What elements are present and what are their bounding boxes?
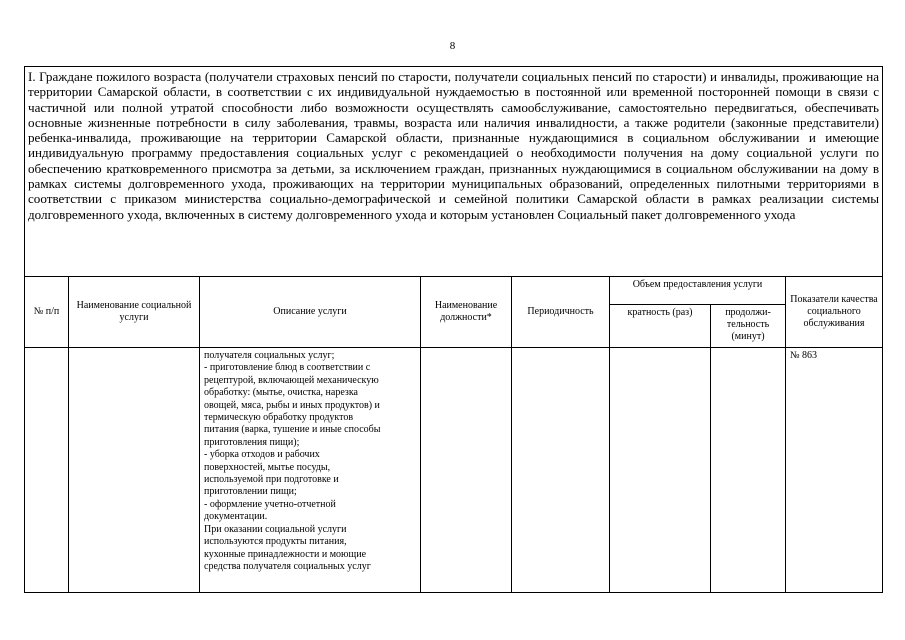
col-header-quality: Показатели качества социального обслуживания	[786, 277, 883, 348]
cell-service-name	[69, 348, 200, 593]
description-line: получателя социальных услуг;	[204, 350, 335, 361]
cell-duration	[711, 348, 786, 593]
description-line: приготовлении пищи;	[204, 486, 297, 498]
description-line: документации.	[204, 511, 268, 523]
description-line: приготовления пищи);	[204, 436, 300, 448]
col-header-service-name: Наименование социальной услуги	[69, 277, 200, 348]
cell-frequency	[512, 348, 610, 593]
description-line: используемой при подготовке и	[204, 474, 339, 486]
col-header-frequency: Периодичность	[512, 277, 610, 348]
cell-multiplicity	[610, 348, 711, 593]
col-header-position: Наименование должности*	[421, 277, 512, 348]
description-line: обработку: (мытье, очистка, нарезка	[204, 387, 358, 399]
description-line: При оказании социальной услуги	[204, 523, 347, 535]
section-heading: I. Граждане пожилого возраста (получатели страховых пенсий по старости, получатели социальных пенсий по старости) и инвалиды, проживающие на территории Самарской области, в соответствии с их индивидуальной нуждаемостью в постоянной или временной посторонней помощи в связи с частичной или полной утратой способности либо возможности осуществлять самообслуживание, самостоятельно передвигаться, обеспечивать основные жизненные потребности в силу заболевания, травмы, возраста или наличия инвалидности, а также родители (законные представители) ребенка-инвалида, проживающие на территории Самарской области, признанные нуждающимися в социальном обслуживании и имеющие индивидуальную программу предоставления социальных услуг с рекомендацией о необходимости получения на дому социальной услуги по обеспечению кратковременного присмотра за детьми, за исключением граждан, признанных нуждающимися в социальном обслуживании на дому в рамках системы долговременного ухода, проживающих на территории муниципальных образований, определенных пилотными территориями в соответствии с приказом министерства социально-демографической и семейной политики Самарской области в рамках реализации системы долговременного ухода, включенных в систему долговременного ухода и которым установлен Социальный пакет долговременного ухода	[25, 67, 883, 277]
description-line: питания (варка, тушение и иные способы	[204, 424, 381, 436]
description-line: - оформление учетно-отчетной	[204, 498, 336, 510]
description-line: - приготовление блюд в соответствии с	[204, 362, 371, 374]
description-line: - уборка отходов и рабочих	[204, 449, 320, 461]
description-line: используются продукты питания,	[204, 536, 347, 548]
description-line: кухонные принадлежности и моющие	[204, 548, 367, 560]
col-header-multiplicity: кратность (раз)	[610, 305, 711, 348]
description-line: поверхностей, мытье посуды,	[204, 461, 331, 473]
col-header-volume: Объем предоставления услуги	[610, 277, 786, 305]
col-header-description: Описание услуги	[200, 277, 421, 348]
services-table	[24, 66, 883, 593]
cell-description	[200, 348, 421, 593]
page-number: 8	[449, 40, 456, 52]
cell-num	[25, 348, 69, 593]
col-header-duration: продолжи-тельность (минут)	[711, 305, 786, 348]
table-row	[25, 348, 883, 593]
cell-quality: № 863	[786, 348, 883, 593]
col-header-num: № п/п	[25, 277, 69, 348]
description-line: овощей, мяса, рыбы и иных продуктов) и	[204, 399, 380, 411]
cell-position	[421, 348, 512, 593]
description-line: средства получателя социальных услуг	[204, 560, 371, 572]
description-line: термическую обработку продуктов	[204, 412, 354, 424]
description-line: рецептурой, включающей механическую	[204, 374, 379, 386]
